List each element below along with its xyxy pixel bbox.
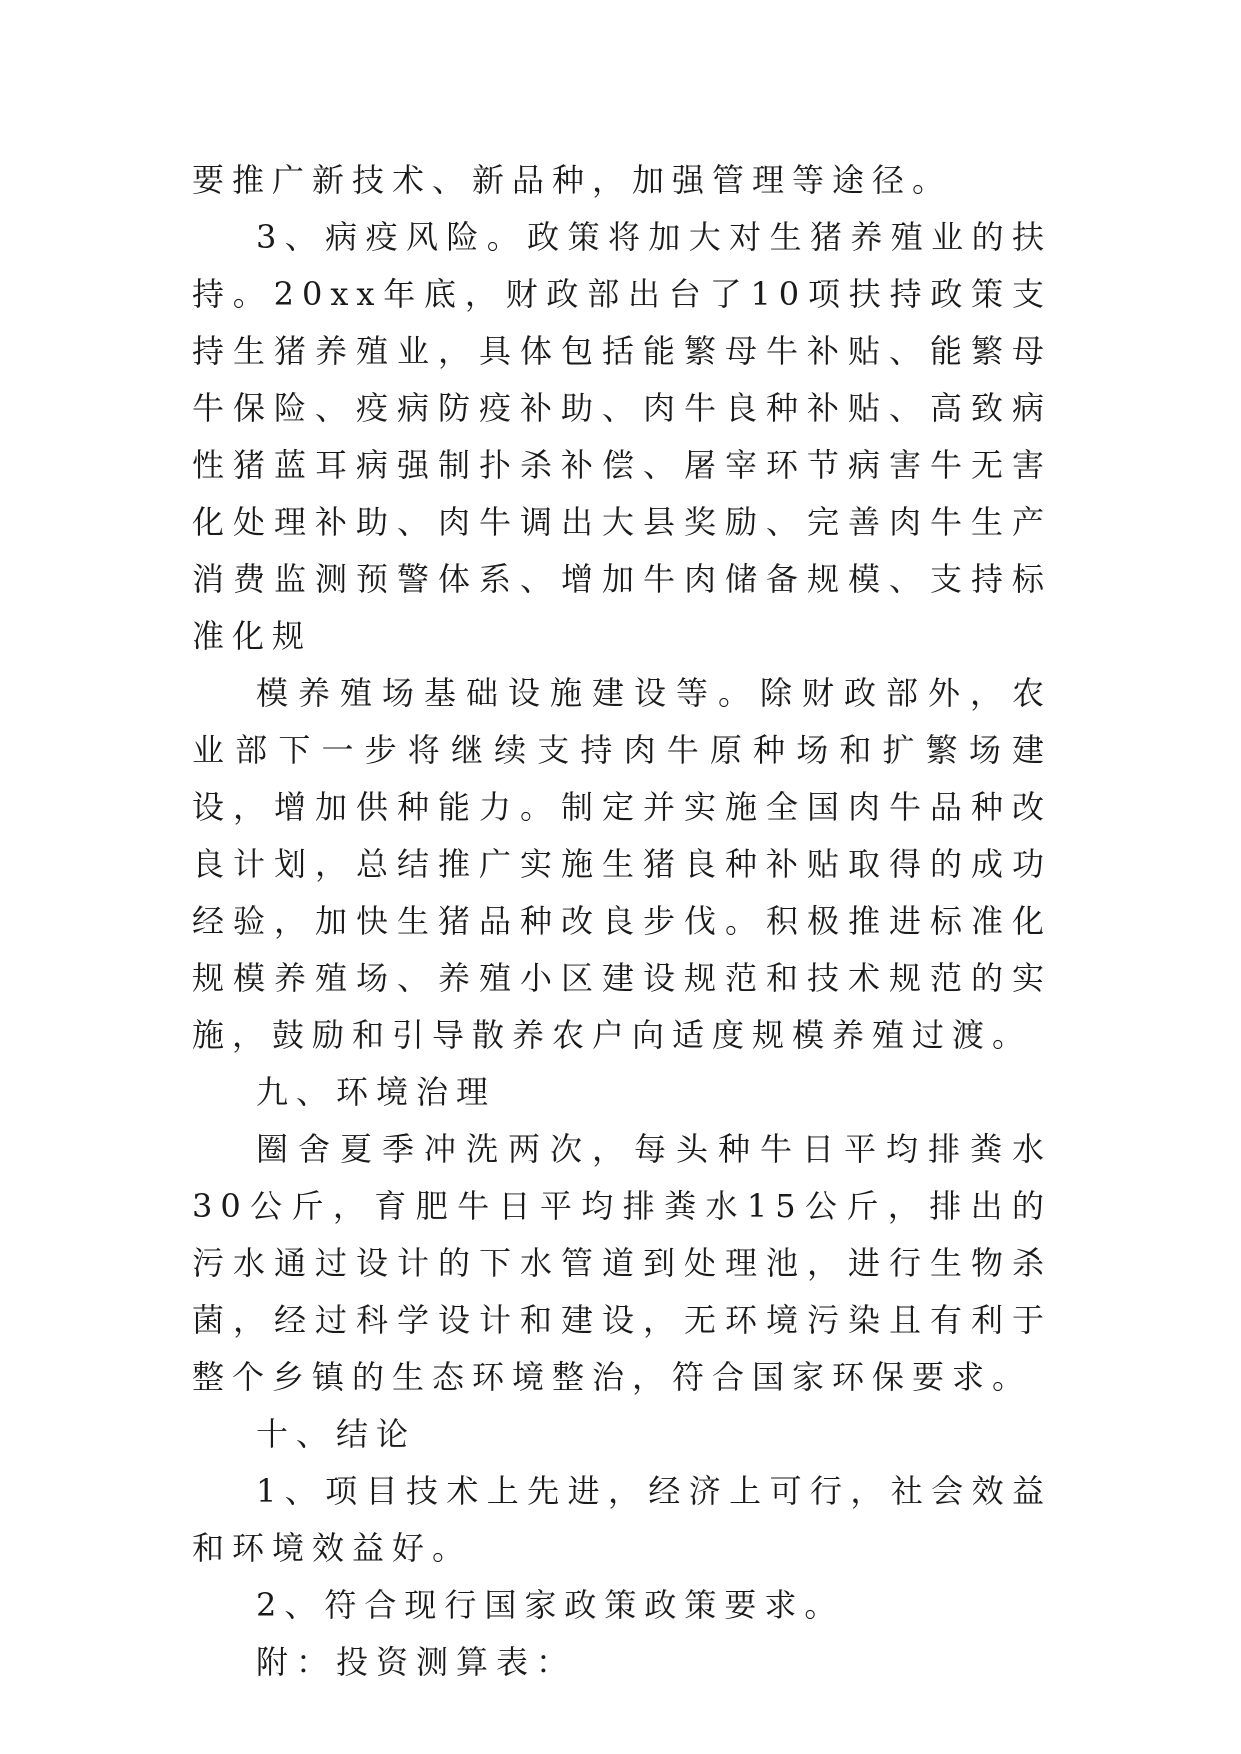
conclusion-item-1: 1、项目技术上先进，经济上可行，社会效益和环境效益好。 [192, 1472, 1052, 1567]
attachment-label: 附：投资测算表： [256, 1643, 577, 1681]
conclusion-item-2: 2、符合现行国家政策政策要求。 [256, 1586, 845, 1624]
document-body [192, 152, 1052, 1691]
paragraph-policy-support: 模养殖场基础设施建设等。除财政部外，农业部下一步将继续支持肉牛原种场和扩繁场建设，增加供种能力。制定并实施全国肉牛品种改良计划，总结推广实施生猪良种补贴取得的成功经验，加快生猪品种改良步伐。积极推进标准化规模养殖场、养殖小区建设规范和技术规范的实施，鼓励和引导散养农户向适度规模养殖过渡。 [192, 674, 1052, 1054]
paragraph-environment: 圈舍夏季冲洗两次，每头种牛日平均排粪水30公斤，育肥牛日平均排粪水15公斤，排出的污水通过设计的下水管道到处理池，进行生物杀菌，经过科学设计和建设，无环境污染且有利于整个乡镇的生态环境整治，符合国家环保要求。 [192, 1130, 1052, 1396]
paragraph-technology-promotion: 要推广新技术、新品种，加强管理等途径。 [192, 161, 953, 199]
heading-environment: 九、环境治理 [256, 1073, 497, 1111]
paragraph-epidemic-risk: 3、病疫风险。政策将加大对生猪养殖业的扶持。20xx年底，财政部出台了10项扶持政策支持生猪养殖业，具体包括能繁母牛补贴、能繁母牛保险、疫病防疫补助、肉牛良种补贴、高致病性猪蓝耳病强制扑杀补偿、屠宰环节病害牛无害化处理补助、肉牛调出大县奖励、完善肉牛生产消费监测预警体系、增加牛肉储备规模、支持标准化规 [192, 218, 1052, 655]
heading-conclusion: 十、结论 [256, 1415, 417, 1453]
